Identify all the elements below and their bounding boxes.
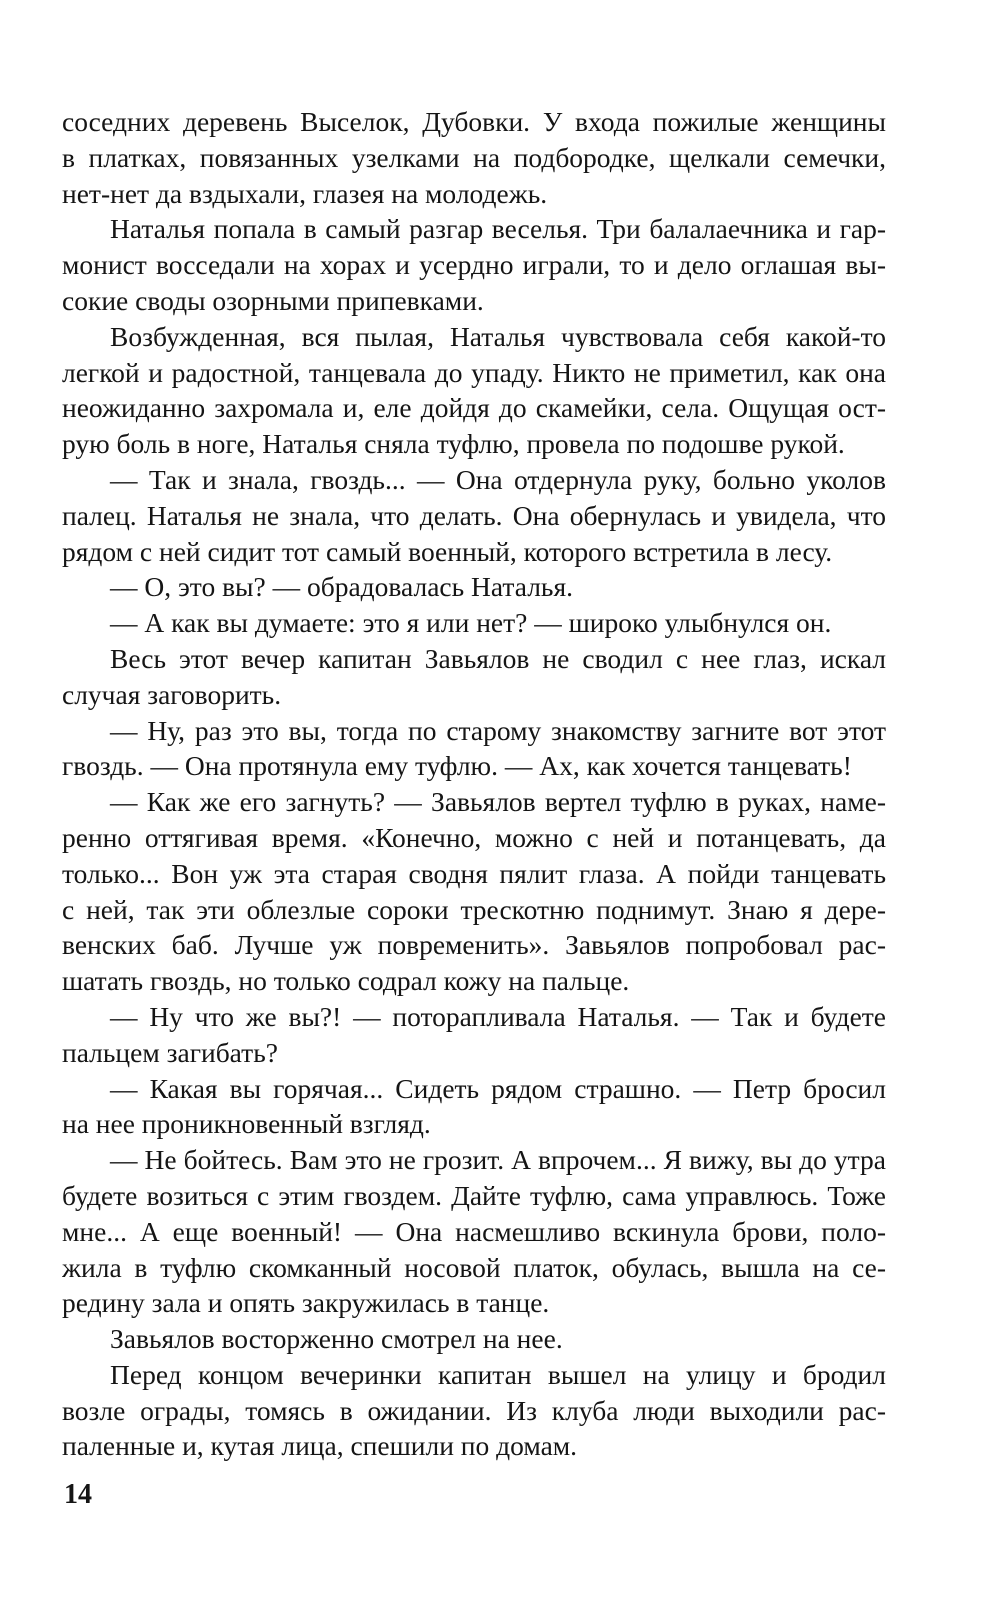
text-line: Возбужденная, вся пылая, Наталья чувствовала себя какой-то (110, 320, 886, 352)
text-line: гвоздь. — Она протянула ему туфлю. — Ах, как хочется танцевать! (62, 750, 852, 782)
text-line: на нее проникновенный взгляд. (62, 1108, 431, 1140)
text-line: неожиданно захромала и, еле дойдя до скамейки, села. Ощущая ост- (62, 392, 886, 424)
text-line: нет-нет да вздыхали, глазея на молодежь. (62, 177, 548, 209)
text-line: — Так и знала, гвоздь... — Она отдернула руку, больно уколов (110, 463, 886, 495)
text-line: — О, это вы? — обрадовалась Наталья. (110, 571, 573, 603)
text-line: — Как же его загнуть? — Завьялов вертел туфлю в руках, наме- (110, 786, 886, 818)
text-line: шатать гвоздь, но только содрал кожу на пальце. (62, 965, 630, 997)
text-line: — А как вы думаете: это я или нет? — широко улыбнулся он. (110, 607, 832, 639)
text-line: монист восседали на хорах и усердно играли, то и дело оглашая вы- (62, 249, 886, 281)
text-line: — Ну, раз это вы, тогда по старому знакомству загните вот этот (110, 714, 886, 746)
text-line: — Ну что же вы?! — поторапливала Наталья. — Так и будете (110, 1000, 886, 1032)
text-line: венских баб. Лучше уж повременить». Завьялов попробовал рас- (62, 929, 886, 961)
text-line: жила в туфлю скомканный носовой платок, обулась, вышла на се- (62, 1251, 886, 1283)
text-line: пальцем загибать? (62, 1036, 278, 1068)
text-line: в платках, повязанных узелками на подбородке, щелкали семечки, (62, 141, 886, 173)
text-line: возле ограды, томясь в ожидании. Из клуба люди выходили рас- (62, 1394, 886, 1426)
text-line: рядом с ней сидит тот самый военный, которого встретила в лесу. (62, 535, 833, 567)
text-line: — Не бойтесь. Вам это не грозит. А впрочем... Я вижу, вы до утра (110, 1144, 886, 1176)
text-line: только... Вон уж эта старая сводня пялит глаза. А пойди танцевать (62, 857, 886, 889)
text-line: ренно оттягивая время. «Конечно, можно с ней и потанцевать, да (62, 821, 886, 853)
text-line: паленные и, кутая лица, спешили по домам. (62, 1430, 578, 1462)
text-line: редину зала и опять закружилась в танце. (62, 1287, 550, 1319)
body-text (62, 104, 886, 1464)
text-line: легкой и радостной, танцевала до упаду. Никто не приметил, как она (62, 356, 886, 388)
text-line: рую боль в ноге, Наталья сняла туфлю, провела по подошве рукой. (62, 428, 845, 460)
text-line: с ней, так эти облезлые сороки трескотню поднимут. Знаю я дере- (62, 893, 886, 925)
text-line: Весь этот вечер капитан Завьялов не сводил с нее глаз, искал (110, 642, 886, 674)
text-line: Наталья попала в самый разгар веселья. Три балалаечника и гар- (110, 213, 886, 245)
text-line: палец. Наталья не знала, что делать. Она обернулась и увидела, что (62, 499, 886, 531)
text-line: будете возиться с этим гвоздем. Дайте туфлю, сама управлюсь. Тоже (62, 1179, 886, 1211)
text-line: мне... А еще военный! — Она насмешливо вскинула брови, поло- (62, 1215, 886, 1247)
text-line: Завьялов восторженно смотрел на нее. (110, 1323, 563, 1355)
text-line: сокие своды озорными припевками. (62, 284, 484, 316)
text-line: Перед концом вечеринки капитан вышел на улицу и бродил (110, 1358, 886, 1390)
text-line: случая заговорить. (62, 678, 282, 710)
text-line: — Какая вы горячая... Сидеть рядом страшно. — Петр бросил (110, 1072, 886, 1104)
page-number: 14 (64, 1479, 92, 1510)
text-line: соседних деревень Выселок, Дубовки. У входа пожилые женщины (62, 106, 886, 137)
